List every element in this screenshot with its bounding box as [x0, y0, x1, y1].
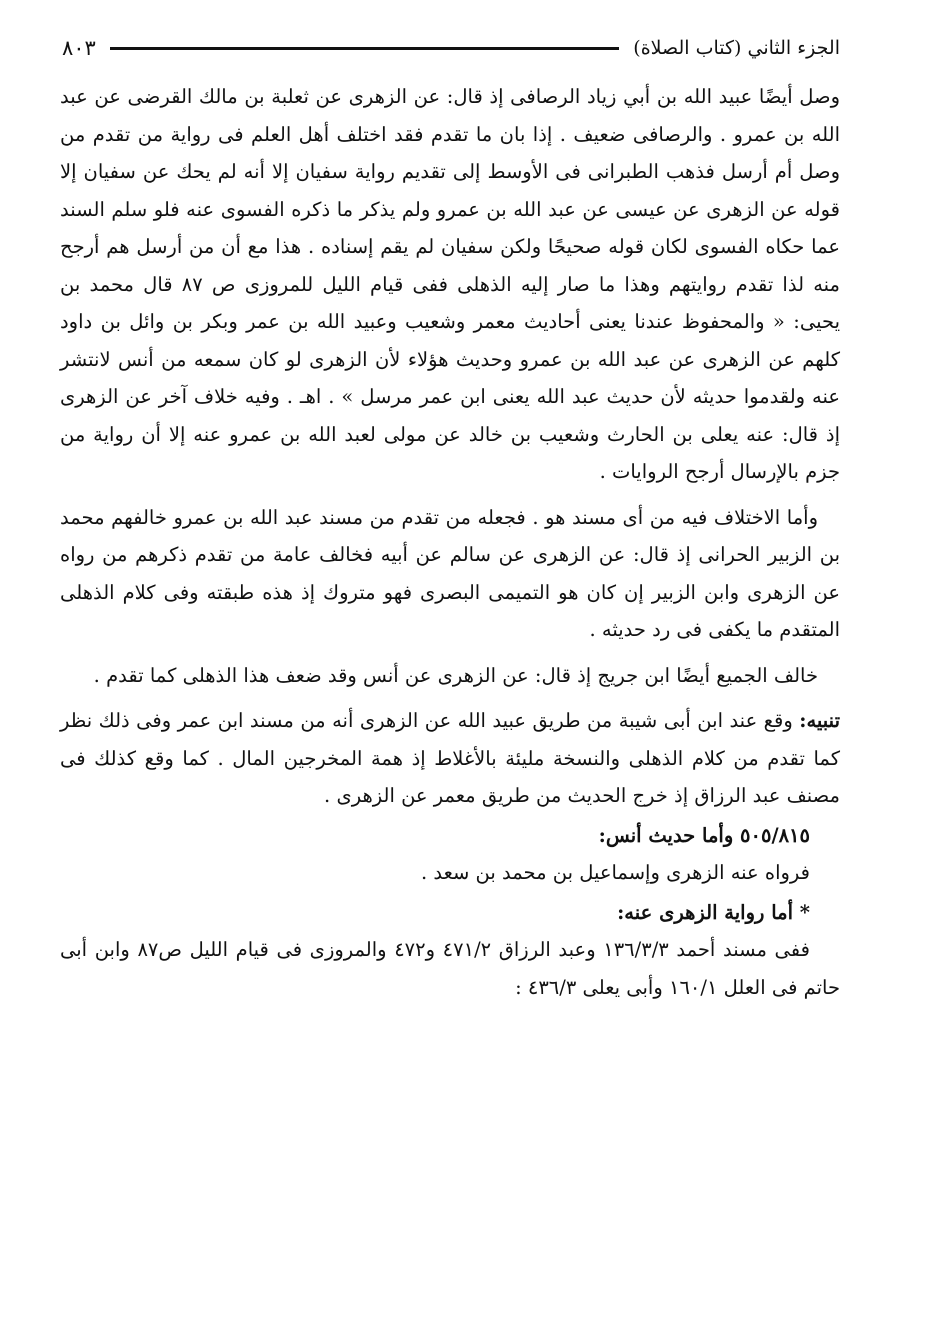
page-body	[60, 78, 840, 1006]
paragraph-2: وأما الاختلاف فيه من أى مسند هو . فجعله من تقدم من مسند عبد الله بن عمرو خالفهم محمد بن الزبير الحرانى إذ قال: عن الزهرى عن سالم عن أبيه فخالف عامة من تقدم ذكرهم من رواه عن الزهرى وابن الزبير إن كان هو التميمى البصرى فهو متروك إذ هذه طبقته وفى كلام الذهلى المتقدم ما يكفى فى رد حديثه .	[60, 505, 840, 641]
paragraph-4: فرواه عنه الزهرى وإسماعيل بن محمد بن سعد .	[420, 861, 810, 884]
section-heading-anas: ٥٠٥/٨١٥ وأما حديث أنس:	[598, 823, 810, 847]
header-rule	[110, 47, 619, 50]
page-header	[62, 30, 840, 66]
note-paragraph	[60, 702, 840, 815]
running-title: الجزء الثاني (كتاب الصلاة)	[633, 37, 840, 59]
paragraph-5: ففى مسند أحمد ١٣٦/٣/٣ وعبد الرزاق ٤٧١/٢ و٤٧٢ والمروزى فى قيام الليل ص٨٧ وابن أبى حاتم فى العلل ١٦٠/١ وأبى يعلى ٤٣٦/٣ :	[60, 938, 840, 999]
paragraph-1: وصل أيضًا عبيد الله بن أبي زياد الرصافى إذ قال: عن الزهرى عن ثعلبة بن مالك القرضى عن عبد الله بن عمرو . والرصافى ضعيف . إذا بان ما تقدم فقد اختلف أهل العلم فى رواية من تقدم من وصل أم أرسل فذهب الطبرانى فى الأوسط إلى تقديم رواية سفيان إلا أنه لم يحك عن سفيان إلا قوله عن الزهرى عن عيسى عن عبد الله بن عمرو ولم يذكر ما ذكره الفسوى عنه فلو سلم السند عما حكاه الفسوى لكان قوله صحيحًا ولكن سفيان لم يقم إسناده . هذا مع أن من أرسل هم أرجح منه لذا تقدم روايتهم وهذا ما صار إليه الذهلى ففى قيام الليل للمروزى ص ٨٧ قال محمد بن يحيى: « والمحفوظ عندنا يعنى أحاديث معمر وشعيب وعبيد الله بن عمر وبكر بن وائل بن داود كلهم عن الزهرى عن عبد الله بن عمرو وحديث هؤلاء لأن الزهرى لو كان سمعه من أنس لانتشر عنه ولقدموا حديثه لأن حديث عبد الله يعنى ابن عمر مرسل » . اهـ . وفيه خلاف آخر عن الزهرى إذ قال: عنه يعلى بن الحارث وشعيب بن خالد عن مولى لعبد الله بن عمرو عنه إلا أن رواية من جزم بالإرسال أرجح الروايات .	[60, 85, 840, 483]
paragraph-3: خالف الجميع أيضًا ابن جريج إذ قال: عن الزهرى عن أنس وقد ضعف هذا الذهلى كما تقدم .	[93, 663, 818, 687]
section-heading-zuhri: * أما رواية الزهرى عنه:	[617, 900, 810, 924]
page-number: ٨٠٣	[62, 36, 96, 60]
note-text: وقع عند ابن أبى شيبة من طريق عبيد الله عن الزهرى أنه من مسند ابن عمر وفى ذلك نظر كما تقدم من كلام الذهلى والنسخة مليئة بالأغلاط إذ همة المخرجين المال . كما وقع كذلك فى مصنف عبد الرزاق إذ خرج الحديث من طريق معمر عن الزهرى .	[60, 709, 840, 807]
note-label: تنبيه:	[799, 709, 840, 732]
